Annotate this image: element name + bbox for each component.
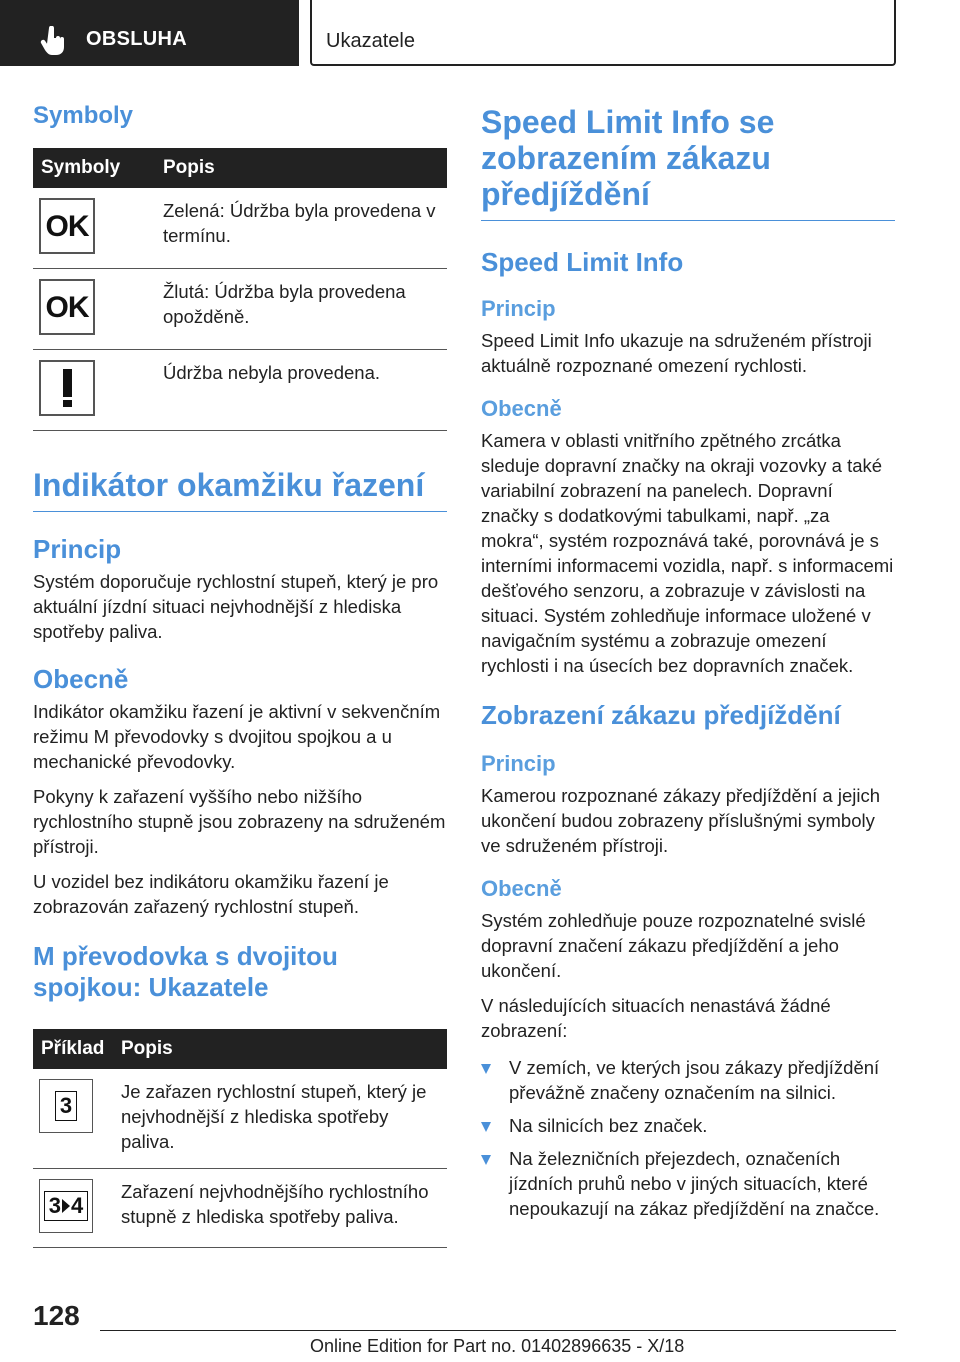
obecne-paragraph: Indikátor okamžiku řazení je aktivní v sekvenčním režimu M převodovky s dvojitou spojkou a u mechanické převodovky. bbox=[33, 701, 441, 772]
princip-heading: Princip bbox=[33, 534, 122, 564]
princip-text: Speed Limit Info ukazuje na sdruženém přístroji aktuálně rozpoznané omezení rychlosti. bbox=[481, 330, 872, 376]
table-row bbox=[33, 188, 447, 269]
obecne-heading: Obecně bbox=[33, 664, 129, 694]
list-item-text: V zemích, ve kterých jsou zákazy předjíždění převážně značeny označením na silnici. bbox=[509, 1057, 880, 1103]
ok-symbol: OK bbox=[45, 209, 89, 243]
shift-arrow-icon bbox=[62, 1199, 70, 1213]
obecne-paragraph: Systém zohledňuje pouze rozpoznatelné svislé dopravní značení zákazu předjíždění a jeho ukončení. bbox=[481, 910, 866, 981]
section-title-bar bbox=[310, 0, 896, 66]
princip-heading: Princip bbox=[481, 751, 556, 776]
ok-yellow-icon bbox=[39, 279, 95, 335]
overtake-heading: Zobrazení zákazu předjíždění bbox=[481, 700, 841, 730]
mdct-heading: M převodovka s dvojitou spojkou: Ukazatele bbox=[33, 941, 338, 1002]
triangle-bullet-icon bbox=[481, 1155, 491, 1165]
example-table bbox=[33, 1029, 447, 1248]
triangle-bullet-icon bbox=[481, 1122, 491, 1132]
list-item-text: Na železničních přejezdech, označeních jízdních pruhů nebo v jiných situacích, které nepoukazují na zákaz předjíždění na značce. bbox=[509, 1148, 880, 1219]
list-item bbox=[481, 1055, 895, 1105]
gear-target: 4 bbox=[71, 1193, 84, 1218]
obecne-paragraph: U vozidel bez indikátoru okamžiku řazení je zobrazován zařazený rychlostní stupeň. bbox=[33, 871, 389, 917]
shift-indicator-heading: Indikátor okamžiku řazení bbox=[33, 467, 447, 512]
speed-limit-main-heading: Speed Limit Info se zobrazením zákazu předjíždění bbox=[481, 104, 895, 221]
table-cell: Údržba nebyla provedena. bbox=[155, 350, 447, 431]
example-table-header-example: Příklad bbox=[33, 1029, 113, 1069]
gear-current: 3 bbox=[48, 1193, 61, 1218]
table-cell: Zelená: Údržba byla provedena v termínu. bbox=[155, 188, 447, 269]
table-cell: Zařazení nejvhodnějšího rychlostního stupně z hlediska spotřeby paliva. bbox=[113, 1169, 447, 1248]
table-row bbox=[33, 1069, 447, 1169]
ok-symbol: OK bbox=[45, 290, 89, 324]
sli-heading: Speed Limit Info bbox=[481, 247, 684, 277]
example-table-header-desc: Popis bbox=[113, 1029, 447, 1069]
section-tab bbox=[0, 0, 299, 66]
symbols-table-header-symbols: Symboly bbox=[33, 148, 155, 188]
table-cell: Žlutá: Údržba byla provedena opožděně. bbox=[155, 269, 447, 350]
obecne-heading: Obecně bbox=[481, 396, 562, 421]
list-item bbox=[481, 1146, 895, 1221]
section-title: Ukazatele bbox=[326, 30, 415, 52]
table-cell: Je zařazen rychlostní stupeň, který je nejvhodnější z hlediska spotřeby paliva. bbox=[113, 1069, 447, 1169]
table-row bbox=[33, 350, 447, 431]
obecne-heading: Obecně bbox=[481, 876, 562, 901]
hand-pointer-icon bbox=[40, 26, 66, 56]
list-item-text: Na silnicích bez značek. bbox=[509, 1115, 708, 1136]
table-row bbox=[33, 1169, 447, 1248]
right-column bbox=[481, 100, 895, 1229]
obecne-text: Kamera v oblasti vnitřního zpětného zrcátka sleduje dopravní značky na okraji vozovky a také variabilní zobrazení na panelech. Dopravní značky s dodatkovými tabulkami, např. „za mokra“, systém rozpoznává také, porovnává je s interními informacemi vozidla, např. s informacemi dešťového senzoru, a zobrazuje v závislosti na situaci. Systém zohledňuje informace uložené v navigačním systému a zobrazuje omezení rychlosti i na úsecích bez dopravních značek. bbox=[481, 430, 894, 676]
no-display-list bbox=[481, 1055, 895, 1221]
exclamation-icon bbox=[39, 360, 95, 416]
edition-note: Online Edition for Part no. 01402896635 - X/18 bbox=[310, 1336, 685, 1356]
gear-indicator-icon bbox=[39, 1079, 93, 1133]
obecne-paragraph: Pokyny k zařazení vyššího nebo nižšího rychlostního stupně jsou zobrazeny na sdruženém přístroji. bbox=[33, 786, 446, 857]
gear-shift-icon bbox=[39, 1179, 93, 1233]
left-column bbox=[33, 100, 447, 1248]
list-item bbox=[481, 1113, 895, 1138]
triangle-bullet-icon bbox=[481, 1064, 491, 1074]
table-row bbox=[33, 269, 447, 350]
section-tab-label: OBSLUHA bbox=[86, 28, 187, 50]
ok-green-icon bbox=[39, 198, 95, 254]
symbols-table bbox=[33, 148, 447, 431]
princip-text: Kamerou rozpoznané zákazy předjíždění a jejich ukončení budou zobrazeny příslušnými symboly ve sdruženém přístroji. bbox=[481, 785, 881, 856]
gear-current: 3 bbox=[59, 1093, 73, 1118]
footer-divider bbox=[100, 1330, 896, 1331]
symbols-table-header-desc: Popis bbox=[155, 148, 447, 188]
princip-text: Systém doporučuje rychlostní stupeň, který je pro aktuální jízdní situaci nejvhodnější z hlediska spotřeby paliva. bbox=[33, 571, 439, 642]
obecne-paragraph: V následujících situacích nenastává žádné zobrazení: bbox=[481, 995, 831, 1041]
princip-heading: Princip bbox=[481, 296, 556, 321]
page-number: 128 bbox=[33, 1300, 80, 1331]
symbols-heading: Symboly bbox=[33, 102, 134, 129]
